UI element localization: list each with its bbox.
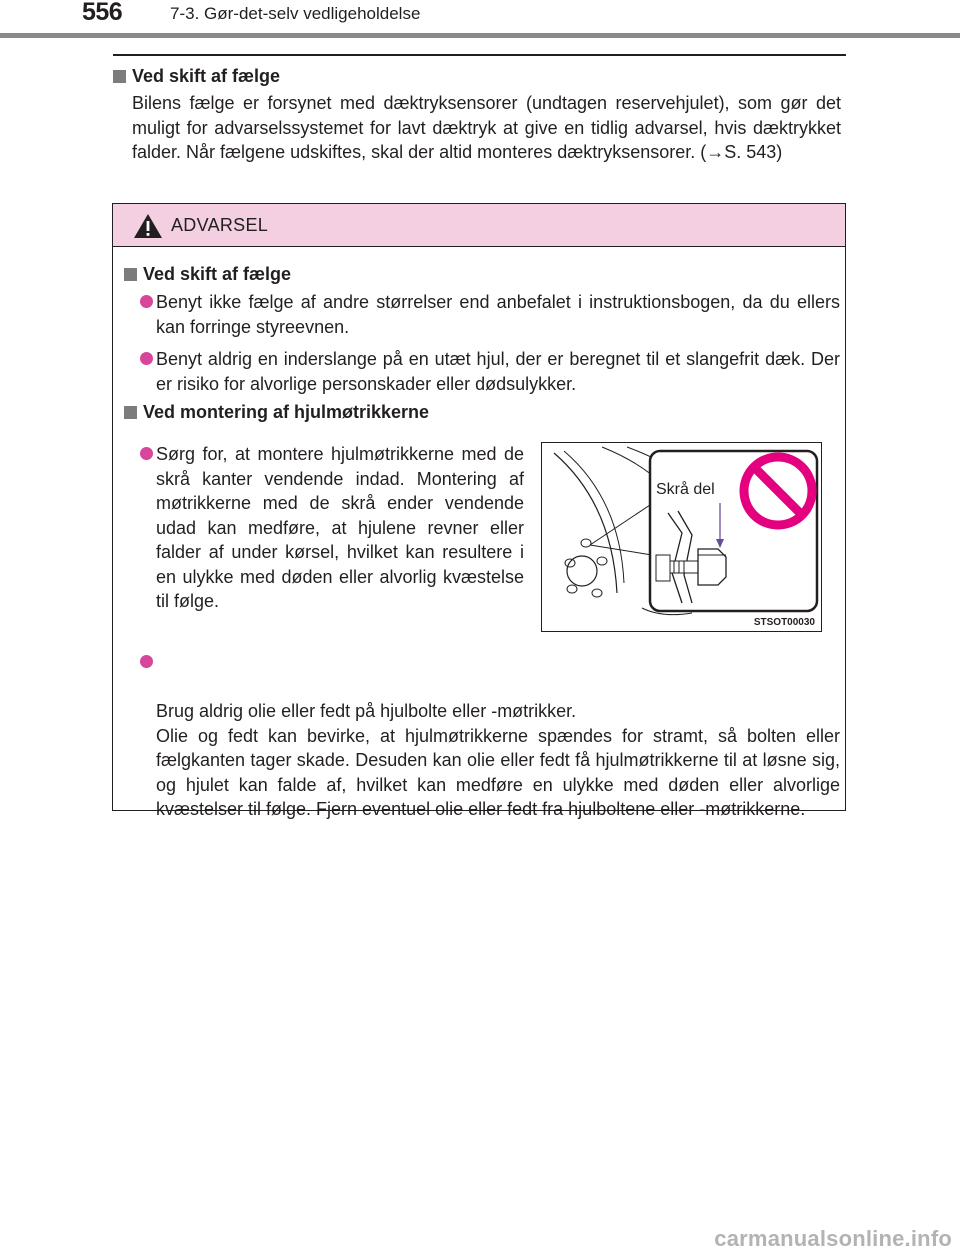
bullet-dot-icon [140, 447, 153, 460]
warning-section-wheel-change [124, 264, 840, 396]
list-item-text: Brug aldrig olie eller fedt på hjulbolte eller -møtrikker. Olie og fedt kan bevirke, at hjulmøtrikkerne spændes for stramt, så bolten eller fælgkanten tager skade. Desuden kan olie eller fedt få hjulmøtrikkerne til at løsne sig, og hjulet kan falde af, hvilket kan medføre en ulykke med døden eller alvorlige kvæstelser til følge. Fjern eventuel olie eller fedt fra hjulboltene eller -møtrikkerne. [156, 701, 840, 819]
watermark: carmanualsonline.info [714, 1226, 952, 1251]
intro-title: Ved skift af fælge [132, 66, 281, 86]
warning-box [112, 203, 846, 819]
section-square-icon [113, 70, 126, 83]
header-rule [0, 33, 960, 38]
page-number: 556 [82, 0, 123, 26]
warning-section-nut-mounting [124, 402, 840, 423]
figure-label: Skrå del [656, 481, 715, 498]
last-bullet-section [124, 650, 840, 822]
section-square-icon [124, 268, 137, 281]
wheel-nut-drawing [542, 443, 821, 631]
list-item [124, 650, 840, 822]
section-square-icon [124, 406, 137, 419]
bullet-dot-icon [140, 352, 153, 365]
figure-code: STSOT00030 [753, 617, 815, 628]
warning-section-title: Ved montering af hjulmøtrikkerne [143, 402, 430, 422]
intro-heading [113, 66, 841, 87]
intro-section [113, 66, 841, 165]
bullet-dot-icon [140, 295, 153, 308]
chapter-title: 7-3. Gør-det-selv vedligeholdelse [170, 4, 421, 23]
warning-section-heading [124, 264, 840, 285]
bullet-dot-icon [140, 655, 153, 668]
figure-bullet [124, 442, 524, 614]
list-item-text: Sørg for, at montere hjulmøtrikkerne med de skrå kanter vendende indad. Montering af møtrikkerne med de skrå ender vendende udad kan medføre, at hjulene revner eller falder af under kørsel, hvilket kan resultere i en ulykke med døden eller alvorlig kvæstelse til følge. [156, 444, 524, 611]
list-item [124, 347, 840, 396]
list-item [124, 442, 524, 614]
nut-illustration [541, 442, 822, 632]
intro-body: Bilens fælge er forsynet med dæktryksensorer (undtagen reservehjulet), som gør det muligt for advarselssystemet for lavt dæktryk at give en tidlig advarsel, hvis dæktrykket falder. Når fælgene udskiftes, skal der altid monteres dæktryksensorer. (→S. 543) [132, 93, 841, 162]
list-item-text: Benyt aldrig en inderslange på en utæt hjul, der er beregnet til et slangefrit dæk. Der er risiko for alvorlige personskader eller dødsulykker. [156, 349, 840, 394]
warning-label: ADVARSEL [171, 215, 269, 235]
warning-triangle-icon [133, 213, 163, 239]
list-item [124, 290, 840, 339]
section-rule [113, 54, 846, 56]
warning-section-title: Ved skift af fælge [143, 264, 292, 284]
warning-header [113, 204, 845, 247]
list-item-text: Benyt ikke fælge af andre størrelser end anbefalet i instruktionsbogen, da du ellers kan forringe styreevnen. [156, 292, 840, 337]
